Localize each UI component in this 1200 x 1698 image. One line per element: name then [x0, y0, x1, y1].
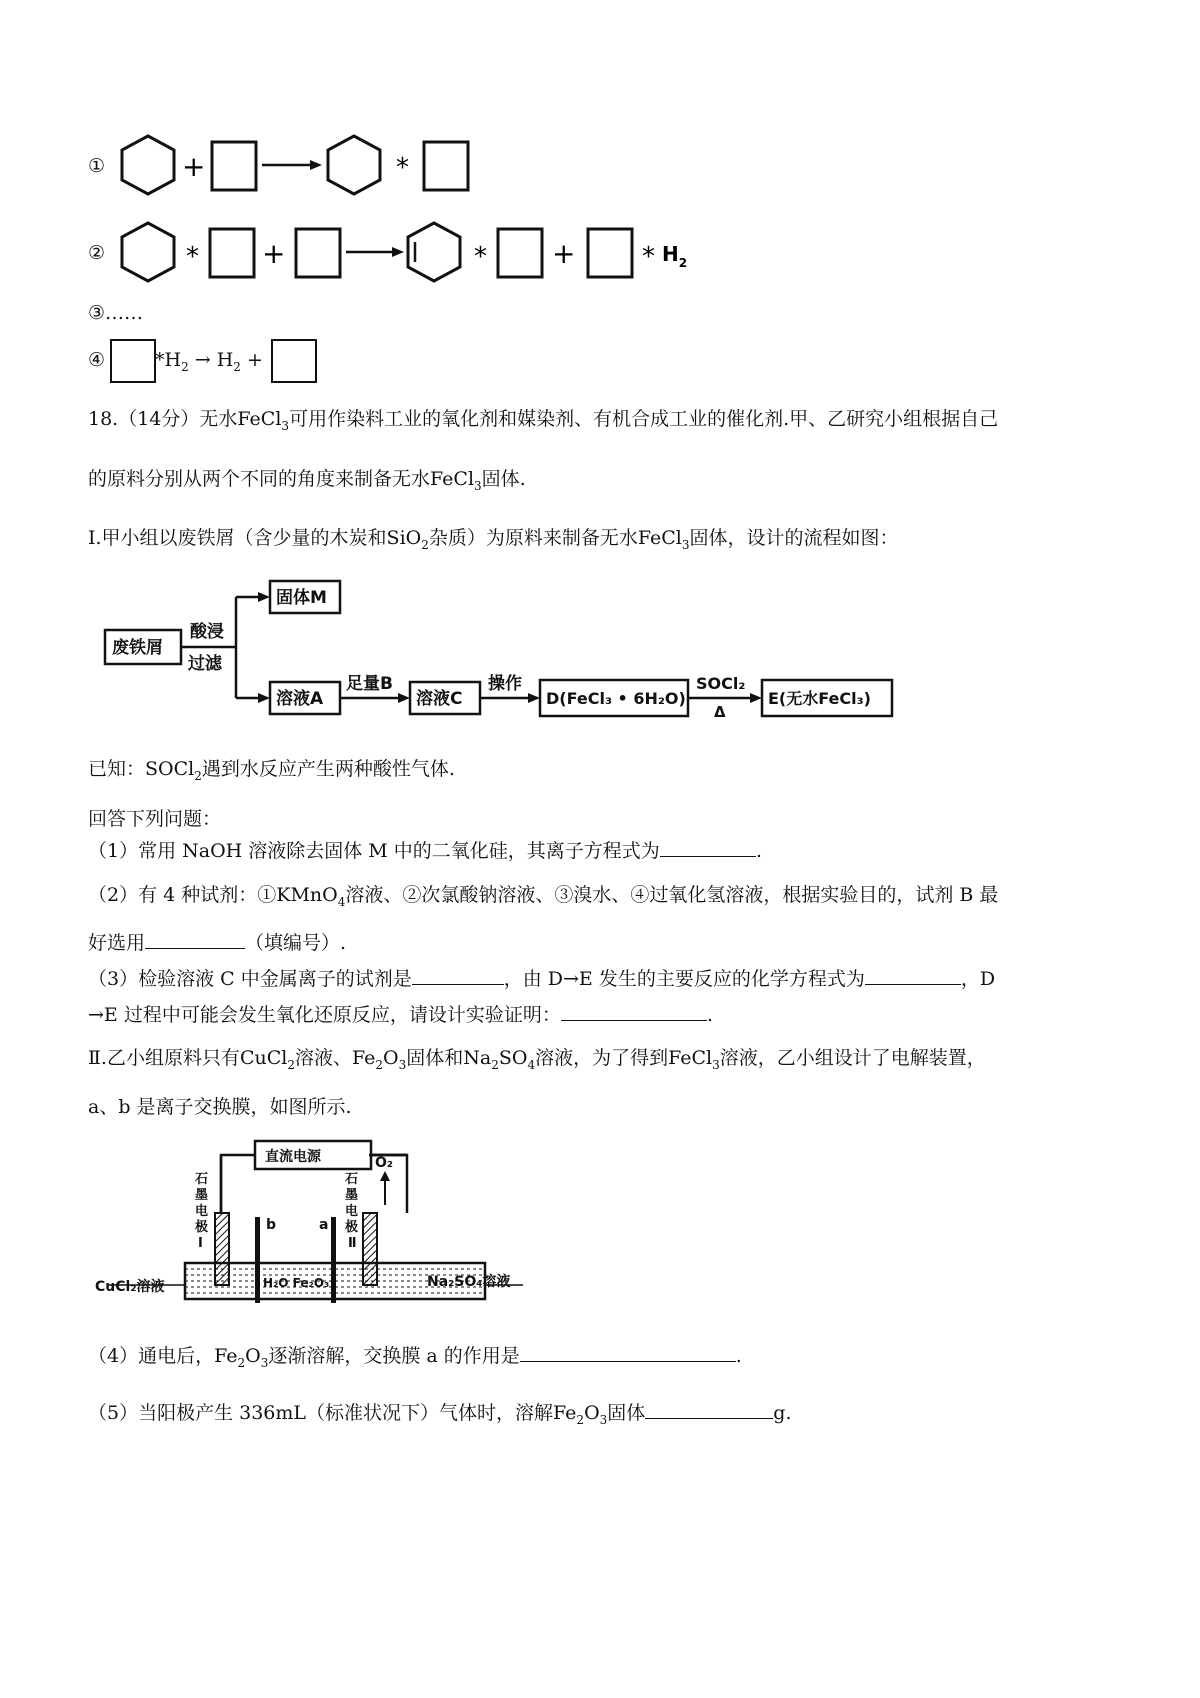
- left-solution-label: CuCl₂溶液: [95, 1279, 165, 1295]
- membrane-a: [331, 1217, 336, 1303]
- answer-blank[interactable]: [412, 966, 504, 985]
- o2-label: O₂: [375, 1155, 394, 1171]
- question-1: （1）常用 NaOH 溶液除去固体 M 中的二氧化硅，其离子方程式为 .: [88, 840, 762, 862]
- socl2-label: SOCl₂: [696, 674, 746, 693]
- part2-intro-line1: Ⅱ.乙小组原料只有CuCl$_2$溶液、$Fe_2O_3$固体和$Na_2SO_4$溶液，为了得到FeCl$_3$溶液，乙小组设计了电解装置，: [88, 1047, 986, 1072]
- acid-label: 酸浸: [190, 622, 224, 642]
- right-electrode-char: 石: [345, 1172, 359, 1187]
- hexagon-1: [122, 223, 174, 281]
- flowchart: [100, 575, 900, 720]
- plus-sign: +: [262, 237, 286, 270]
- answer-blank[interactable]: [145, 930, 245, 949]
- membrane-a-label: a: [319, 1217, 329, 1233]
- left-electrode-char: 墨: [195, 1188, 209, 1203]
- box-1: [212, 142, 256, 190]
- box-1: [210, 229, 254, 277]
- part2-intro-line2: a、b 是离子交换膜，如图所示.: [88, 1096, 352, 1118]
- electrolysis-diagram: [95, 1135, 555, 1315]
- question-2-line1: （2）有 4 种试剂：①KMnO$_4$溶液、②次氯酸钠溶液、③溴水、④过氧化氢溶液，根据实验目的，试剂 B 最: [88, 884, 999, 909]
- arrow-head: [258, 592, 270, 602]
- arrow-head: [392, 247, 404, 257]
- question-3-line1: （3）检验溶液 C 中金属离子的试剂是 ，由 D→E 发生的主要反应的化学方程式为 ，D: [88, 968, 996, 990]
- electrode-right: [363, 1213, 377, 1285]
- answer-blank[interactable]: [561, 1002, 707, 1021]
- arrow-head: [528, 693, 540, 703]
- step4-box-1: [110, 339, 156, 383]
- hexagon-1: [122, 136, 174, 194]
- hexagon-2: [328, 136, 380, 194]
- D-label: D(FeCl₃ • 6H₂O): [546, 689, 686, 708]
- arrow-head: [258, 693, 270, 703]
- known-note: 已知：SOCl$_2$遇到水反应产生两种酸性气体.: [88, 758, 455, 783]
- box-3: [498, 229, 542, 277]
- star-sign: *: [642, 242, 655, 272]
- answer-blank[interactable]: [645, 1400, 773, 1419]
- right-electrode-char: Ⅱ: [348, 1236, 357, 1251]
- step2-diagram: [110, 215, 730, 295]
- step4-mid: $*H_2 \to H_2$ +: [155, 349, 263, 374]
- right-electrode-char: 极: [345, 1220, 359, 1235]
- step3-label: ③……: [88, 302, 144, 324]
- membrane-b-label: b: [266, 1217, 277, 1233]
- excessB-label: 足量B: [346, 674, 393, 694]
- star-sign: *: [186, 242, 199, 272]
- question-4: （4）通电后，$Fe_2O_3$逐渐溶解，交换膜 a 的作用是 .: [88, 1345, 742, 1370]
- power-label: 直流电源: [265, 1149, 321, 1165]
- membrane-b: [255, 1217, 260, 1303]
- electrode-left: [215, 1213, 229, 1285]
- operate-label: 操作: [488, 674, 522, 694]
- arrow-head: [398, 693, 410, 703]
- star-sign: *: [396, 153, 409, 183]
- left-electrode-char: 电: [195, 1204, 209, 1219]
- middle-label: H₂O Fe₂O₃: [263, 1276, 330, 1290]
- solC-label: 溶液C: [416, 689, 463, 709]
- solidM-label: 固体M: [276, 588, 327, 608]
- step1-diagram: [110, 128, 510, 208]
- answer-intro: 回答下列问题：: [88, 808, 222, 830]
- question-5: （5）当阳极产生 336mL（标准状况下）气体时，溶解$Fe_2O_3$固体 g.: [88, 1402, 792, 1427]
- h2-symbol: $H_2$: [662, 242, 688, 270]
- step4-box-2: [271, 339, 317, 383]
- o2-arrow-head: [380, 1171, 390, 1181]
- left-electrode-char: Ⅰ: [198, 1236, 203, 1251]
- step1-label: ①: [88, 155, 106, 177]
- question-2-line2: 好选用 （填编号）.: [88, 932, 347, 954]
- left-electrode-char: 石: [195, 1172, 209, 1187]
- right-electrode-char: 电: [345, 1204, 359, 1219]
- right-electrode-char: 墨: [345, 1188, 359, 1203]
- arrow-head: [310, 160, 322, 170]
- q18-line2: 的原料分别从两个不同的角度来制备无水FeCl$_3$固体.: [88, 468, 526, 493]
- answer-blank[interactable]: [660, 838, 756, 857]
- step2-label: ②: [88, 242, 106, 264]
- E-label: E(无水FeCl₃): [768, 689, 871, 708]
- plus-sign: +: [552, 237, 576, 270]
- plus-sign: +: [182, 150, 206, 183]
- arrow-head: [750, 693, 762, 703]
- answer-blank[interactable]: [520, 1343, 736, 1362]
- star-sign: *: [474, 242, 487, 272]
- box-4: [588, 229, 632, 277]
- box-2: [296, 229, 340, 277]
- delta-label: Δ: [714, 703, 726, 720]
- box-2: [424, 142, 468, 190]
- solA-label: 溶液A: [276, 689, 324, 709]
- answer-blank[interactable]: [865, 966, 961, 985]
- waste-label: 废铁屑: [112, 638, 163, 658]
- q18-line1: 18.（14分）无水FeCl$_3$可用作染料工业的氧化剂和媒染剂、有机合成工业的催化剂.甲、乙研究小组根据自己: [88, 408, 999, 433]
- right-solution-label: Na₂SO₄溶液: [427, 1274, 511, 1290]
- filter-label: 过滤: [188, 654, 222, 674]
- step4-label: ④: [88, 349, 106, 371]
- question-3-line2: →E 过程中可能会发生氧化还原反应，请设计实验证明： .: [88, 1004, 713, 1026]
- part1-intro: Ⅰ.甲小组以废铁屑（含少量的木炭和SiO$_2$杂质）为原料来制备无水FeCl$_3$固体，设计的流程如图：: [88, 527, 899, 552]
- left-electrode-char: 极: [195, 1220, 209, 1235]
